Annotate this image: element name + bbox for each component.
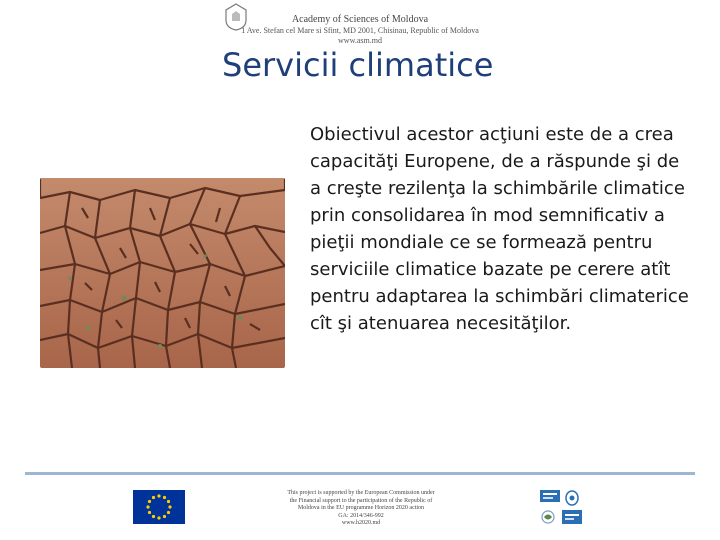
funding-line-5: www.h2020.md <box>341 520 381 526</box>
slide-body-text: Obiectivul acestor acţiuni este de a crea capacităţi Europene, de a răspunde şi de a creşte rezilenţa la schimbările climatice prin consolidarea în mod semnificativ a pieţii mondiale ce se formează pentru serviciile climatice bazate pe cerere atît pentru adaptarea la schimbări climaterice cît şi atenuarea necesităţilor. <box>310 124 689 334</box>
footer-divider <box>25 472 695 475</box>
institution-address: 1 Ave. Stefan cel Mare si Sfint, MD 2001, Chisinau, Republic of Moldova <box>241 26 479 35</box>
institution-website: www.asm.md <box>338 36 382 45</box>
institution-header <box>0 14 720 46</box>
eu-flag-icon <box>133 490 185 524</box>
slide-title: Servicii climatice <box>222 46 494 84</box>
funding-line-3: Moldova in the EU programme Horizon 2020 action <box>297 505 425 511</box>
partner-logos-icon <box>540 490 584 526</box>
cracked-soil-photo <box>40 178 285 368</box>
institution-name: Academy of Sciences of Moldova <box>291 14 429 25</box>
funding-line-1: This project is supported by the European Commission under <box>287 490 435 496</box>
funding-line-2: the Financial support to the participation of the Republic of <box>289 497 433 504</box>
funding-note <box>236 490 486 528</box>
funding-line-4: GA: 2014/346-992 <box>338 512 384 519</box>
